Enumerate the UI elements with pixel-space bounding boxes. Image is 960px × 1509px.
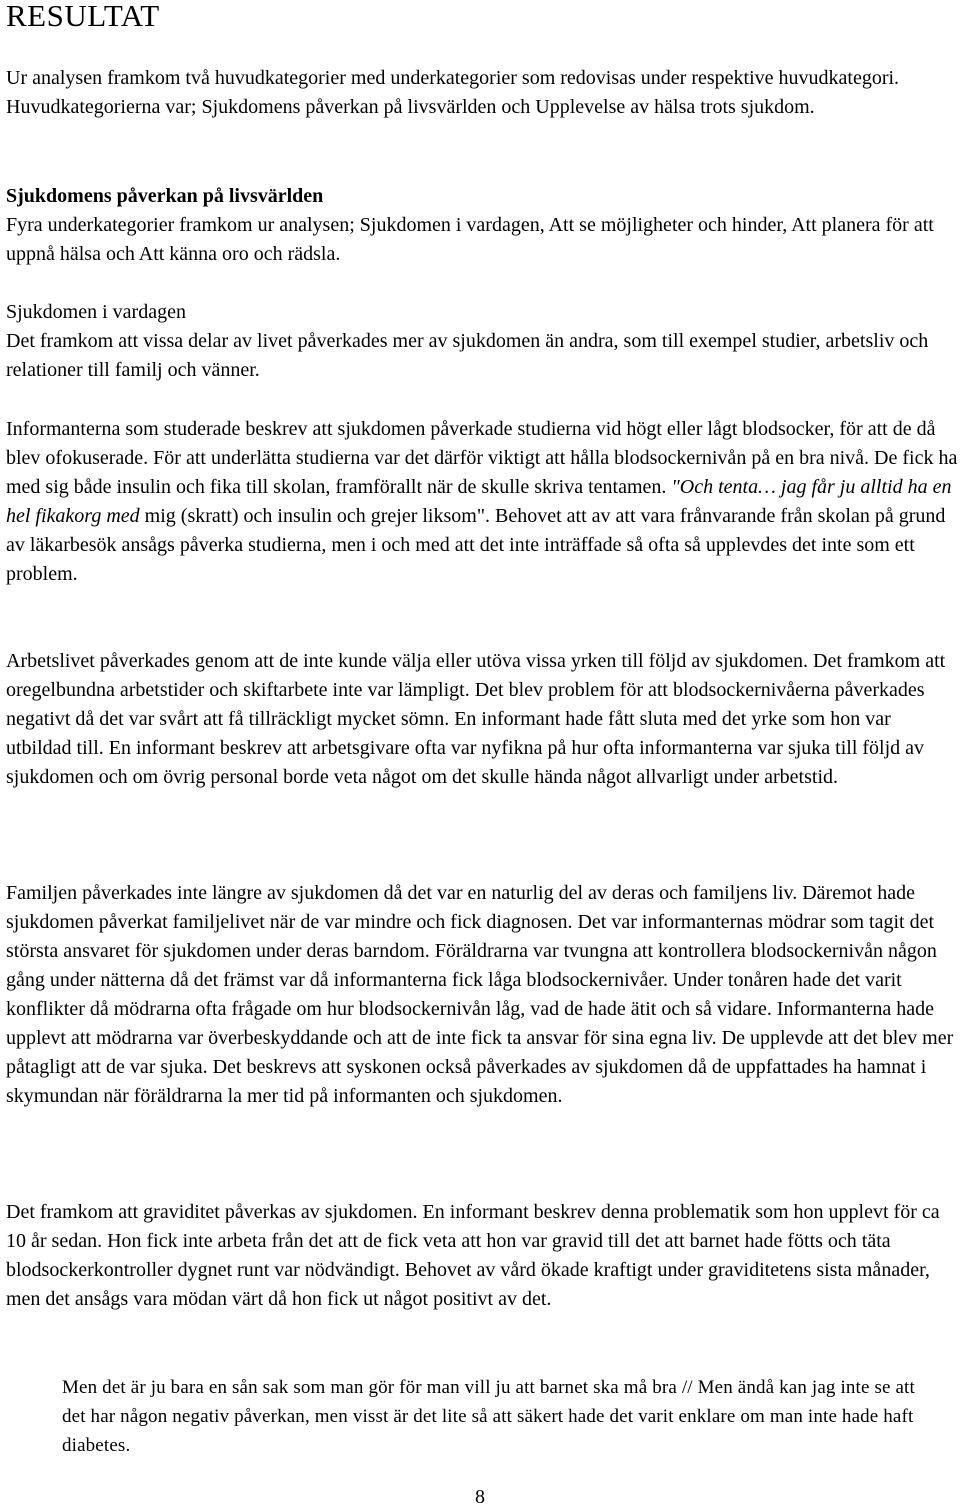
page-title: RESULTAT [6, 0, 160, 33]
pregnancy-paragraph: Det framkom att graviditet påverkas av sjukdomen. En informant beskrev denna problematik som hon upplevt för ca 10 år sedan. Hon fick inte arbeta från det att de fick veta att hon var gravid till det att barnet hade fötts och täta blodsockerkontroller dygnet runt var nödvändigt. Behovet av vård ökade kraftigt under graviditetens sista månader, men det ansågs vara mödan värt då hon fick ut något positivt av det. [6, 1201, 940, 1310]
subsection-sjukdomen-i-vardagen [6, 298, 958, 385]
family-paragraph: Familjen påverkades inte längre av sjukdomen då det var en naturlig del av deras och familjens liv. Däremot hade sjukdomen påverkat familjelivet när de var mindre och fick diagnosen. Det var informanternas mödrar som tagit det största ansvaret för sjukdomen under deras barndom. Föräldrarna var tvungna att kontrollera blodsockernivån någon gång under nätterna då det främst var då informanterna fick låga blodsockernivåer. Under tonåren hade det varit konflikter då mödrarna ofta frågade om hur blodsockernivån låg, vad de hade ätit och så vidare. Informanterna hade upplevt att mödrarna var överbeskyddande och att de inte fick ta ansvar för sina egna liv. De upplevde att det blev mer påtagligt att de var sjuka. Det beskrevs att syskonen också påverkades av sjukdomen då de uppfattades ha hamnat i skymundan när föräldrarna la mer tid på informanten och sjukdomen. [6, 882, 954, 1107]
block-quote: Men det är ju bara en sån sak som man gör för man vill ju att barnet ska må bra // Men ändå kan jag inte se att det har någon negativ påverkan, men visst är det lite så att säkert hade det varit enklare om man inte hade haft diabetes. [62, 1377, 915, 1456]
inline-quote-italic: "Och tenta… jag får ju alltid ha en hel fikakorg med [6, 476, 952, 527]
section-heading: Sjukdomens påverkan på livsvärlden [6, 185, 324, 207]
section-paragraph: Fyra underkategorier framkom ur analysen; Sjukdomen i vardagen, Att se möjligheter och hinder, Att planera för att uppnå hälsa och Att känna oro och rädsla. [6, 214, 934, 265]
section-sjukdomens-paverkan [6, 182, 958, 269]
page-number: 8 [475, 1486, 485, 1508]
work-paragraph: Arbetslivet påverkades genom att de inte kunde välja eller utöva vissa yrken till följd av sjukdomen. Det framkom att oregelbundna arbetstider och skiftarbete inte var lämpligt. Det blev problem för att blodsockernivåerna påverkades negativt då det var svårt att få tillräckligt mycket sömn. En informant hade fått sluta med det yrke som hon var utbildad till. En informant beskrev att arbetsgivare ofta var nyfikna på hur ofta informanterna var sjuka till följd av sjukdomen och om övrig personal borde veta något om det skulle hända något allvarligt under arbetstid. [6, 650, 946, 788]
subsection-heading: Sjukdomen i vardagen [6, 301, 186, 323]
studies-text-continued: . Behovet att av att vara frånvarande från skolan på grund av läkarbesök ansågs påverka studierna, men i och med att det inte inträffade så ofta så upplevdes det inte som ett problem. [6, 505, 946, 585]
inline-quote-plain: mig (skratt) och insulin och grejer liksom" [139, 505, 485, 527]
studies-paragraph [6, 415, 958, 589]
studies-text: Informanterna som studerade beskrev att sjukdomen påverkade studierna vid högt eller lågt blodsocker, för att de då blev ofokuserade. För att underlätta studierna var det därför viktigt att hålla blodsockernivån på en bra nivå. De fick ha med sig både insulin och fika till skolan, framförallt när de skulle skriva tentamen. [6, 418, 958, 498]
intro-paragraph: Ur analysen framkom två huvudkategorier med underkategorier som redovisas under respektive huvudkategori. Huvudkategorierna var; Sjukdomens påverkan på livsvärlden och Upplevelse av hälsa trots sjukdom. [6, 67, 900, 118]
subsection-paragraph: Det framkom att vissa delar av livet påverkades mer av sjukdomen än andra, som till exempel studier, arbetsliv och relationer till familj och vänner. [6, 330, 929, 381]
